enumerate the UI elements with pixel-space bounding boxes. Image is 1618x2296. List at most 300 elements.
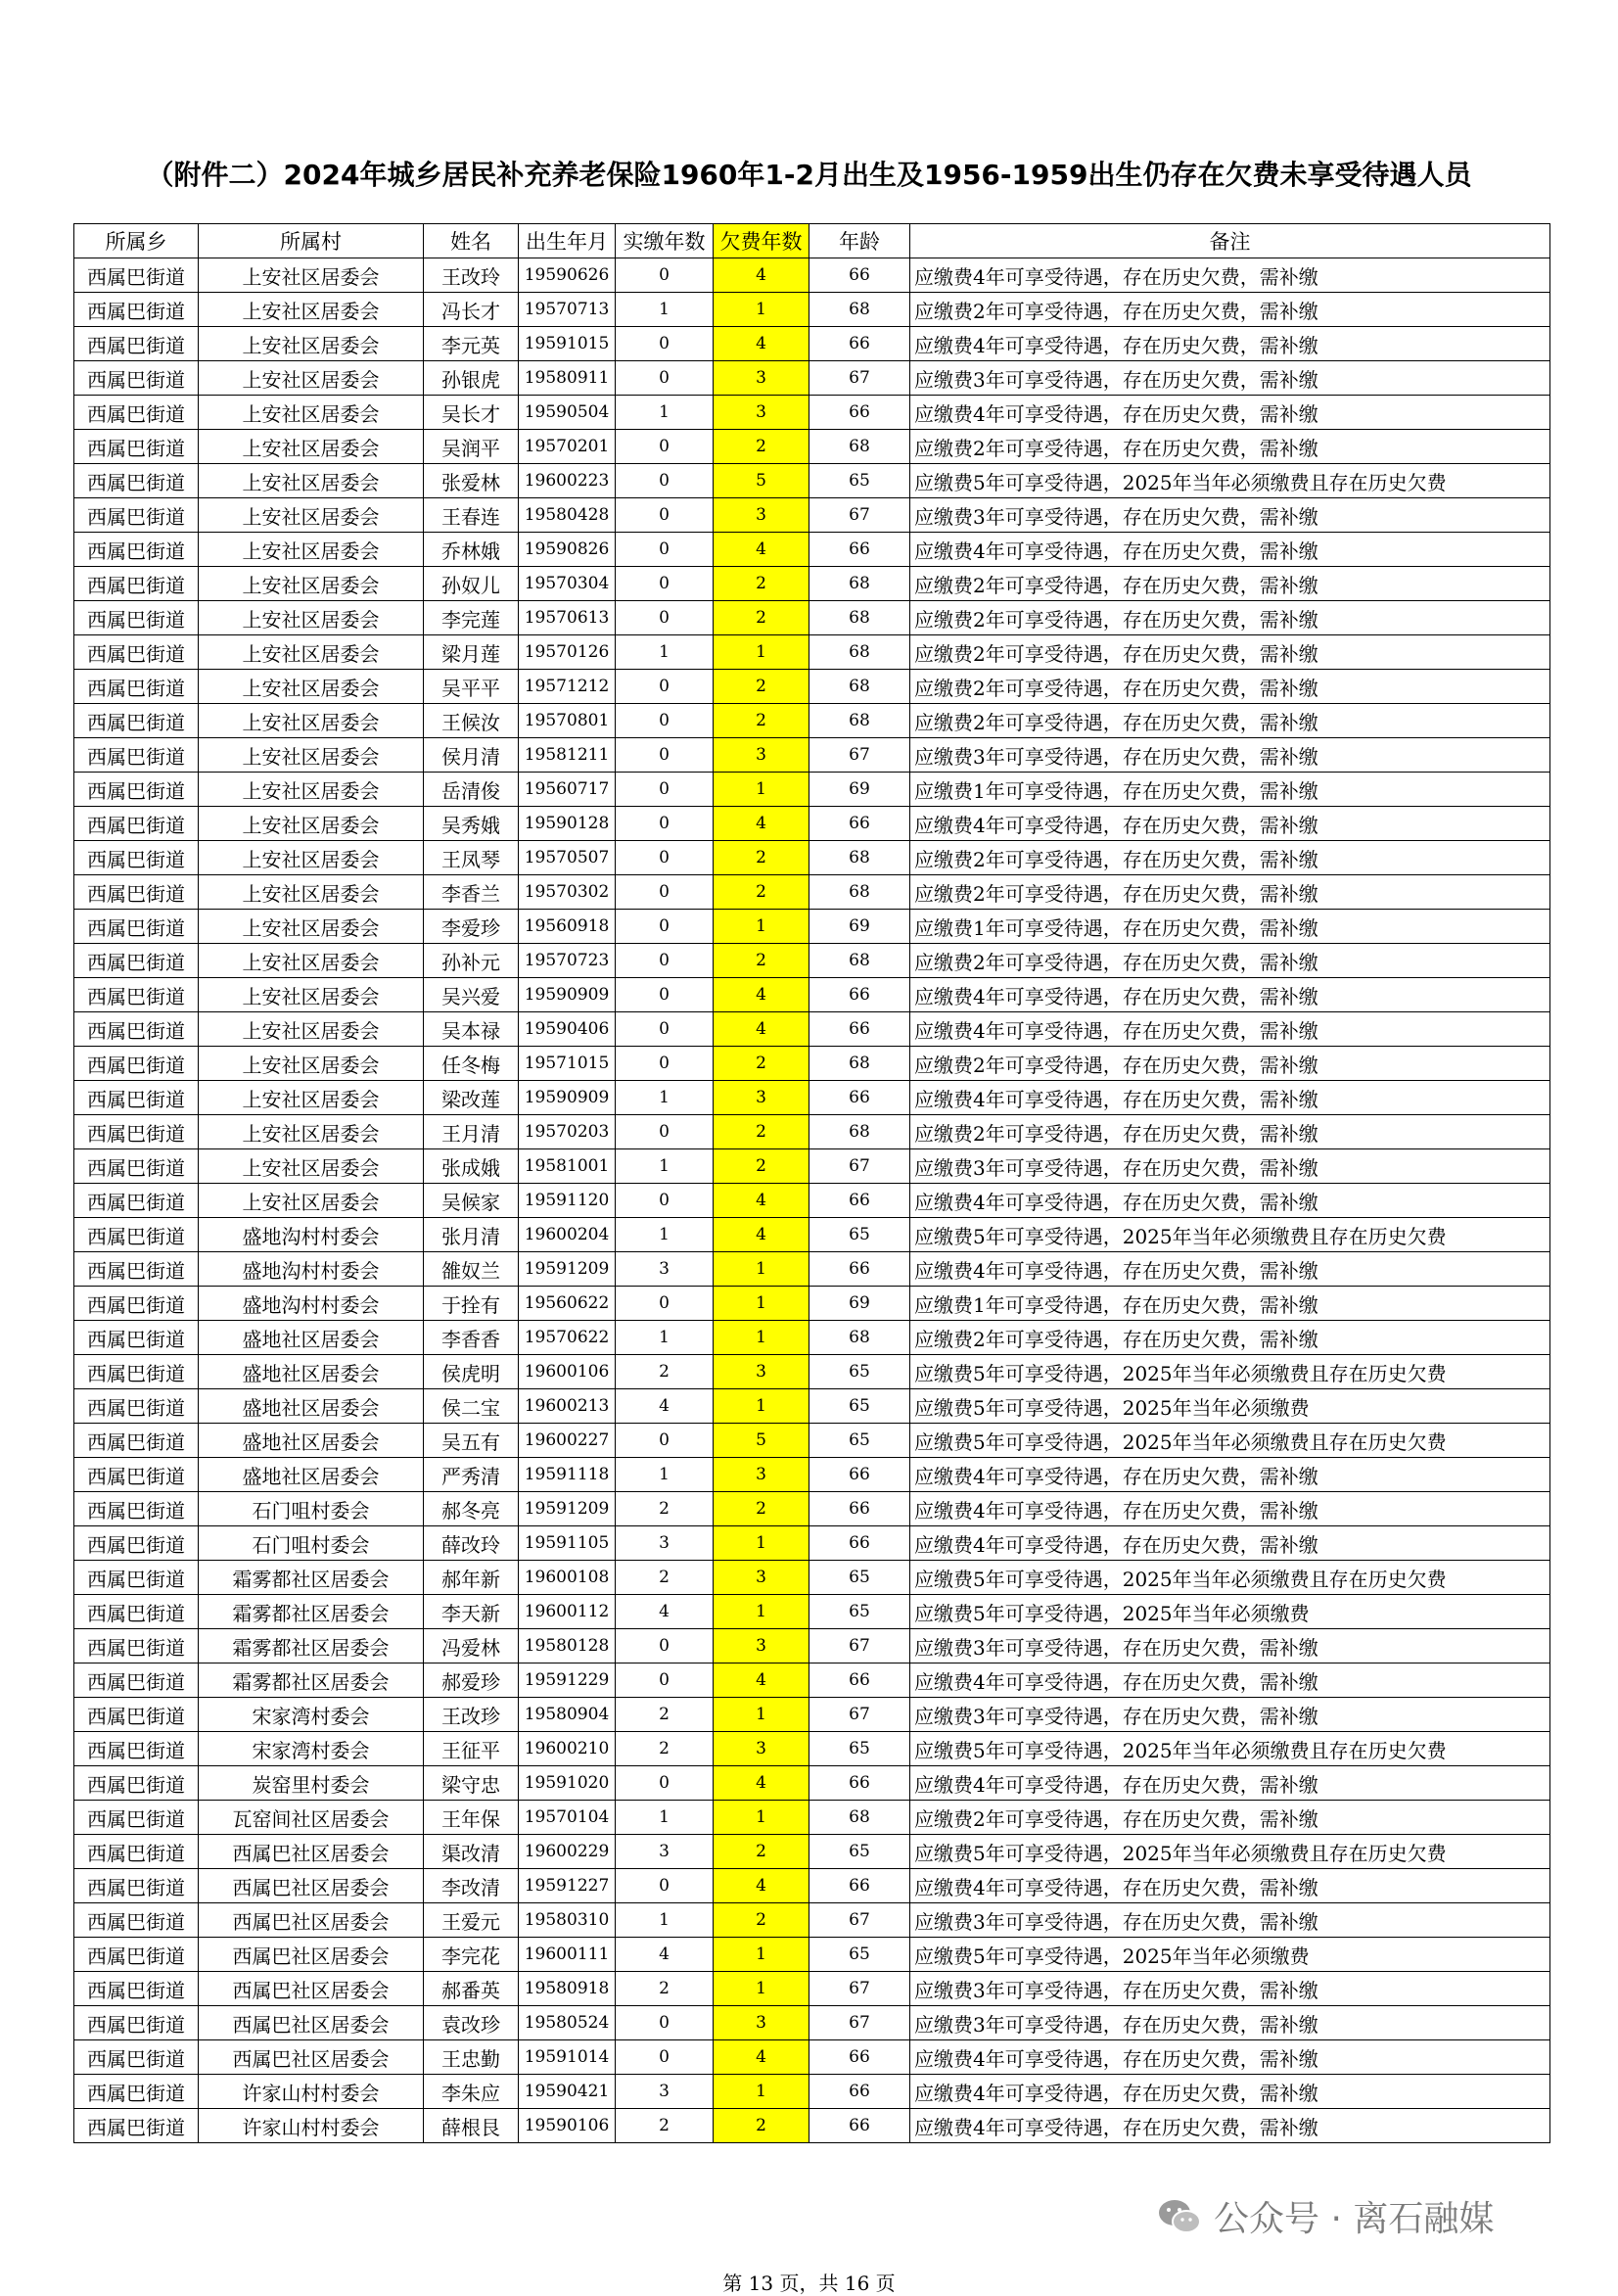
birth-date-cell: 19600112 [519,1595,616,1629]
table-row [74,361,1550,396]
age-cell: 68 [809,293,910,327]
village-cell: 上安社区居委会 [199,773,424,807]
birth-date-cell: 19600210 [519,1732,616,1766]
age-cell: 69 [809,1287,910,1321]
village-cell: 上安社区居委会 [199,430,424,464]
age-cell: 66 [809,1081,910,1115]
table-row [74,1184,1550,1218]
paid-years-cell: 1 [616,1801,714,1835]
name-cell: 袁改珍 [424,2006,519,2040]
village-cell: 盛地沟村村委会 [199,1252,424,1287]
remarks-cell: 应缴费2年可享受待遇，存在历史欠费，需补缴 [910,704,1550,738]
age-cell: 68 [809,1115,910,1149]
age-cell: 66 [809,396,910,430]
arrears-years-cell: 1 [714,1252,809,1287]
arrears-years-cell: 3 [714,1355,809,1389]
table-body [74,258,1550,2143]
township-cell: 西属巴街道 [74,738,199,773]
age-cell: 66 [809,2109,910,2143]
table-row [74,464,1550,498]
paid-years-cell: 2 [616,1698,714,1732]
paid-years-cell: 2 [616,1972,714,2006]
remarks-cell: 应缴费3年可享受待遇，存在历史欠费，需补缴 [910,361,1550,396]
remarks-cell: 应缴费2年可享受待遇，存在历史欠费，需补缴 [910,1321,1550,1355]
village-cell: 上安社区居委会 [199,875,424,910]
remarks-cell: 应缴费4年可享受待遇，存在历史欠费，需补缴 [910,1458,1550,1492]
township-cell: 西属巴街道 [74,1663,199,1698]
name-cell: 李完花 [424,1938,519,1972]
paid-years-cell: 2 [616,2109,714,2143]
table-row [74,875,1550,910]
age-cell: 65 [809,1835,910,1869]
birth-date-cell: 19591105 [519,1526,616,1561]
remarks-cell: 应缴费4年可享受待遇，存在历史欠费，需补缴 [910,1252,1550,1287]
name-cell: 乔林娥 [424,533,519,567]
age-cell: 66 [809,1492,910,1526]
name-cell: 李香兰 [424,875,519,910]
village-cell: 上安社区居委会 [199,327,424,361]
village-cell: 上安社区居委会 [199,293,424,327]
name-cell: 李天新 [424,1595,519,1629]
paid-years-cell: 0 [616,430,714,464]
arrears-years-cell: 4 [714,1184,809,1218]
age-cell: 69 [809,910,910,944]
arrears-years-cell: 2 [714,670,809,704]
village-cell: 宋家湾村委会 [199,1732,424,1766]
township-cell: 西属巴街道 [74,1115,199,1149]
table-row [74,1355,1550,1389]
table-row [74,1081,1550,1115]
table-row [74,533,1550,567]
col-header-name: 姓名 [424,224,519,258]
arrears-years-cell: 2 [714,1149,809,1184]
township-cell: 西属巴街道 [74,1526,199,1561]
age-cell: 66 [809,533,910,567]
arrears-years-cell: 2 [714,430,809,464]
page-footer: 第 13 页，共 16 页 [722,2272,896,2295]
paid-years-cell: 0 [616,1047,714,1081]
paid-years-cell: 0 [616,1424,714,1458]
village-cell: 盛地社区居委会 [199,1355,424,1389]
village-cell: 上安社区居委会 [199,738,424,773]
birth-date-cell: 19580428 [519,498,616,533]
paid-years-cell: 0 [616,601,714,635]
birth-date-cell: 19560622 [519,1287,616,1321]
birth-date-cell: 19581001 [519,1149,616,1184]
name-cell: 吴秀娥 [424,807,519,841]
name-cell: 渠改清 [424,1835,519,1869]
table-row [74,1835,1550,1869]
village-cell: 上安社区居委会 [199,1012,424,1047]
name-cell: 张月清 [424,1218,519,1252]
birth-date-cell: 19590106 [519,2109,616,2143]
birth-date-cell: 19570126 [519,635,616,670]
name-cell: 张成娥 [424,1149,519,1184]
township-cell: 西属巴街道 [74,670,199,704]
birth-date-cell: 19590909 [519,1081,616,1115]
township-cell: 西属巴街道 [74,704,199,738]
township-cell: 西属巴街道 [74,396,199,430]
remarks-cell: 应缴费4年可享受待遇，存在历史欠费，需补缴 [910,1081,1550,1115]
remarks-cell: 应缴费2年可享受待遇，存在历史欠费，需补缴 [910,293,1550,327]
age-cell: 66 [809,978,910,1012]
birth-date-cell: 19600223 [519,464,616,498]
table-row [74,1561,1550,1595]
name-cell: 李完莲 [424,601,519,635]
document-title: （附件二）2024年城乡居民补充养老保险1960年1-2月出生及1956-1959出生仍存在欠费未享受待遇人员 [146,159,1472,191]
name-cell: 王征平 [424,1732,519,1766]
name-cell: 王凤琴 [424,841,519,875]
township-cell: 西属巴街道 [74,361,199,396]
age-cell: 68 [809,841,910,875]
birth-date-cell: 19590421 [519,2075,616,2109]
arrears-years-cell: 4 [714,258,809,293]
arrears-years-cell: 4 [714,327,809,361]
paid-years-cell: 4 [616,1595,714,1629]
table-row [74,1218,1550,1252]
village-cell: 许家山村村委会 [199,2109,424,2143]
table-row [74,1252,1550,1287]
paid-years-cell: 1 [616,396,714,430]
age-cell: 68 [809,704,910,738]
birth-date-cell: 19580918 [519,1972,616,2006]
remarks-cell: 应缴费3年可享受待遇，存在历史欠费，需补缴 [910,498,1550,533]
village-cell: 上安社区居委会 [199,807,424,841]
birth-date-cell: 19591229 [519,1663,616,1698]
paid-years-cell: 0 [616,258,714,293]
table-row [74,1972,1550,2006]
village-cell: 炭窑里村委会 [199,1766,424,1801]
table-row [74,1458,1550,1492]
arrears-years-cell: 1 [714,1801,809,1835]
remarks-cell: 应缴费5年可享受待遇，2025年当年必须缴费且存在历史欠费 [910,464,1550,498]
birth-date-cell: 19591227 [519,1869,616,1903]
table-row [74,1047,1550,1081]
age-cell: 66 [809,1869,910,1903]
remarks-cell: 应缴费4年可享受待遇，存在历史欠费，需补缴 [910,533,1550,567]
paid-years-cell: 1 [616,1149,714,1184]
village-cell: 西属巴社区居委会 [199,2006,424,2040]
remarks-cell: 应缴费5年可享受待遇，2025年当年必须缴费且存在历史欠费 [910,1561,1550,1595]
arrears-years-cell: 1 [714,293,809,327]
township-cell: 西属巴街道 [74,601,199,635]
arrears-years-cell: 1 [714,1526,809,1561]
birth-date-cell: 19570304 [519,567,616,601]
village-cell: 西属巴社区居委会 [199,1972,424,2006]
table-row [74,293,1550,327]
township-cell: 西属巴街道 [74,875,199,910]
remarks-cell: 应缴费4年可享受待遇，存在历史欠费，需补缴 [910,1526,1550,1561]
age-cell: 68 [809,601,910,635]
township-cell: 西属巴街道 [74,1561,199,1595]
table-row [74,1595,1550,1629]
table-header-row [74,224,1550,258]
remarks-cell: 应缴费4年可享受待遇，存在历史欠费，需补缴 [910,1492,1550,1526]
remarks-cell: 应缴费5年可享受待遇，2025年当年必须缴费 [910,1938,1550,1972]
township-cell: 西属巴街道 [74,293,199,327]
village-cell: 盛地社区居委会 [199,1458,424,1492]
name-cell: 王候汝 [424,704,519,738]
village-cell: 上安社区居委会 [199,533,424,567]
remarks-cell: 应缴费5年可享受待遇，2025年当年必须缴费且存在历史欠费 [910,1424,1550,1458]
name-cell: 王月清 [424,1115,519,1149]
table-row [74,704,1550,738]
birth-date-cell: 19570201 [519,430,616,464]
village-cell: 瓦窑间社区居委会 [199,1801,424,1835]
birth-date-cell: 19590128 [519,807,616,841]
arrears-years-cell: 4 [714,533,809,567]
table-row [74,635,1550,670]
table-row [74,601,1550,635]
table-row [74,430,1550,464]
age-cell: 68 [809,670,910,704]
col-header-birth-date: 出生年月 [519,224,616,258]
name-cell: 李改清 [424,1869,519,1903]
birth-date-cell: 19591120 [519,1184,616,1218]
age-cell: 65 [809,1938,910,1972]
watermark-text: 公众号 · 离石融媒 [1214,2199,1495,2239]
paid-years-cell: 0 [616,1012,714,1047]
township-cell: 西属巴街道 [74,1355,199,1389]
name-cell: 郝冬亮 [424,1492,519,1526]
name-cell: 李爱珍 [424,910,519,944]
township-cell: 西属巴街道 [74,1252,199,1287]
paid-years-cell: 1 [616,1903,714,1938]
table-row [74,1869,1550,1903]
name-cell: 王春连 [424,498,519,533]
arrears-years-cell: 4 [714,2040,809,2075]
age-cell: 65 [809,1218,910,1252]
remarks-cell: 应缴费2年可享受待遇，存在历史欠费，需补缴 [910,875,1550,910]
paid-years-cell: 0 [616,875,714,910]
village-cell: 盛地沟村村委会 [199,1287,424,1321]
village-cell: 上安社区居委会 [199,1081,424,1115]
birth-date-cell: 19591209 [519,1492,616,1526]
village-cell: 西属巴社区居委会 [199,1869,424,1903]
birth-date-cell: 19571015 [519,1047,616,1081]
birth-date-cell: 19570622 [519,1321,616,1355]
arrears-years-cell: 2 [714,1835,809,1869]
remarks-cell: 应缴费4年可享受待遇，存在历史欠费，需补缴 [910,1663,1550,1698]
name-cell: 郝年新 [424,1561,519,1595]
village-cell: 上安社区居委会 [199,1047,424,1081]
township-cell: 西属巴街道 [74,910,199,944]
age-cell: 66 [809,1766,910,1801]
name-cell: 王改珍 [424,1698,519,1732]
paid-years-cell: 0 [616,1287,714,1321]
paid-years-cell: 0 [616,1869,714,1903]
table-row [74,978,1550,1012]
name-cell: 吴长才 [424,396,519,430]
arrears-years-cell: 2 [714,601,809,635]
age-cell: 68 [809,944,910,978]
name-cell: 冯长才 [424,293,519,327]
birth-date-cell: 19560918 [519,910,616,944]
table-row [74,258,1550,293]
name-cell: 吴本禄 [424,1012,519,1047]
paid-years-cell: 2 [616,1561,714,1595]
arrears-years-cell: 4 [714,1766,809,1801]
township-cell: 西属巴街道 [74,1595,199,1629]
age-cell: 67 [809,1149,910,1184]
name-cell: 吴候家 [424,1184,519,1218]
township-cell: 西属巴街道 [74,567,199,601]
age-cell: 65 [809,1424,910,1458]
remarks-cell: 应缴费2年可享受待遇，存在历史欠费，需补缴 [910,670,1550,704]
township-cell: 西属巴街道 [74,1629,199,1663]
age-cell: 66 [809,1184,910,1218]
arrears-years-cell: 3 [714,1629,809,1663]
age-cell: 67 [809,1698,910,1732]
remarks-cell: 应缴费2年可享受待遇，存在历史欠费，需补缴 [910,601,1550,635]
remarks-cell: 应缴费2年可享受待遇，存在历史欠费，需补缴 [910,430,1550,464]
township-cell: 西属巴街道 [74,430,199,464]
age-cell: 67 [809,1972,910,2006]
birth-date-cell: 19590909 [519,978,616,1012]
village-cell: 上安社区居委会 [199,361,424,396]
table-row [74,1938,1550,1972]
arrears-years-cell: 2 [714,1115,809,1149]
remarks-cell: 应缴费1年可享受待遇，存在历史欠费，需补缴 [910,1287,1550,1321]
arrears-years-cell: 3 [714,738,809,773]
birth-date-cell: 19600204 [519,1218,616,1252]
birth-date-cell: 19600106 [519,1355,616,1389]
birth-date-cell: 19570203 [519,1115,616,1149]
age-cell: 69 [809,773,910,807]
table-row [74,1287,1550,1321]
age-cell: 66 [809,327,910,361]
table-row [74,2006,1550,2040]
birth-date-cell: 19600111 [519,1938,616,1972]
arrears-years-cell: 1 [714,910,809,944]
name-cell: 梁守忠 [424,1766,519,1801]
paid-years-cell: 0 [616,944,714,978]
name-cell: 吴润平 [424,430,519,464]
arrears-years-cell: 1 [714,1698,809,1732]
age-cell: 67 [809,738,910,773]
remarks-cell: 应缴费4年可享受待遇，存在历史欠费，需补缴 [910,2109,1550,2143]
township-cell: 西属巴街道 [74,635,199,670]
birth-date-cell: 19591209 [519,1252,616,1287]
township-cell: 西属巴街道 [74,1389,199,1424]
township-cell: 西属巴街道 [74,1424,199,1458]
village-cell: 石门咀村委会 [199,1526,424,1561]
village-cell: 上安社区居委会 [199,704,424,738]
age-cell: 66 [809,2075,910,2109]
paid-years-cell: 2 [616,1492,714,1526]
village-cell: 西属巴社区居委会 [199,1938,424,1972]
township-cell: 西属巴街道 [74,773,199,807]
name-cell: 严秀清 [424,1458,519,1492]
township-cell: 西属巴街道 [74,1149,199,1184]
birth-date-cell: 19591015 [519,327,616,361]
age-cell: 68 [809,635,910,670]
col-header-township: 所属乡 [74,224,199,258]
township-cell: 西属巴街道 [74,1218,199,1252]
village-cell: 上安社区居委会 [199,978,424,1012]
remarks-cell: 应缴费4年可享受待遇，存在历史欠费，需补缴 [910,396,1550,430]
age-cell: 66 [809,1252,910,1287]
age-cell: 68 [809,1801,910,1835]
birth-date-cell: 19580128 [519,1629,616,1663]
remarks-cell: 应缴费2年可享受待遇，存在历史欠费，需补缴 [910,1047,1550,1081]
table-row [74,1903,1550,1938]
village-cell: 上安社区居委会 [199,567,424,601]
remarks-cell: 应缴费4年可享受待遇，存在历史欠费，需补缴 [910,2040,1550,2075]
paid-years-cell: 0 [616,738,714,773]
arrears-years-cell: 1 [714,1389,809,1424]
name-cell: 孙奴儿 [424,567,519,601]
age-cell: 68 [809,567,910,601]
name-cell: 孙补元 [424,944,519,978]
paid-years-cell: 0 [616,1115,714,1149]
remarks-cell: 应缴费4年可享受待遇，存在历史欠费，需补缴 [910,1184,1550,1218]
village-cell: 霜雾都社区居委会 [199,1595,424,1629]
remarks-cell: 应缴费4年可享受待遇，存在历史欠费，需补缴 [910,978,1550,1012]
birth-date-cell: 19570713 [519,293,616,327]
table-row [74,1012,1550,1047]
remarks-cell: 应缴费2年可享受待遇，存在历史欠费，需补缴 [910,1801,1550,1835]
village-cell: 霜雾都社区居委会 [199,1629,424,1663]
table-row [74,1492,1550,1526]
remarks-cell: 应缴费5年可享受待遇，2025年当年必须缴费且存在历史欠费 [910,1355,1550,1389]
township-cell: 西属巴街道 [74,1698,199,1732]
name-cell: 岳清俊 [424,773,519,807]
remarks-cell: 应缴费5年可享受待遇，2025年当年必须缴费 [910,1389,1550,1424]
name-cell: 李朱应 [424,2075,519,2109]
birth-date-cell: 19580310 [519,1903,616,1938]
birth-date-cell: 19600229 [519,1835,616,1869]
township-cell: 西属巴街道 [74,533,199,567]
arrears-years-cell: 4 [714,978,809,1012]
remarks-cell: 应缴费2年可享受待遇，存在历史欠费，需补缴 [910,635,1550,670]
remarks-cell: 应缴费1年可享受待遇，存在历史欠费，需补缴 [910,910,1550,944]
village-cell: 西属巴社区居委会 [199,1903,424,1938]
township-cell: 西属巴街道 [74,1047,199,1081]
age-cell: 66 [809,1663,910,1698]
paid-years-cell: 0 [616,2040,714,2075]
arrears-years-cell: 2 [714,567,809,601]
village-cell: 上安社区居委会 [199,841,424,875]
birth-date-cell: 19580904 [519,1698,616,1732]
arrears-years-cell: 1 [714,773,809,807]
village-cell: 上安社区居委会 [199,1115,424,1149]
arrears-years-cell: 2 [714,875,809,910]
township-cell: 西属巴街道 [74,2006,199,2040]
township-cell: 西属巴街道 [74,1903,199,1938]
township-cell: 西属巴街道 [74,1287,199,1321]
paid-years-cell: 3 [616,1835,714,1869]
village-cell: 上安社区居委会 [199,1149,424,1184]
age-cell: 65 [809,1355,910,1389]
name-cell: 郝番英 [424,1972,519,2006]
paid-years-cell: 1 [616,1081,714,1115]
table-row [74,1526,1550,1561]
table-row [74,1389,1550,1424]
birth-date-cell: 19570723 [519,944,616,978]
birth-date-cell: 19560717 [519,773,616,807]
age-cell: 65 [809,1561,910,1595]
age-cell: 66 [809,807,910,841]
village-cell: 盛地社区居委会 [199,1389,424,1424]
birth-date-cell: 19600227 [519,1424,616,1458]
township-cell: 西属巴街道 [74,1184,199,1218]
paid-years-cell: 0 [616,361,714,396]
paid-years-cell: 1 [616,635,714,670]
col-header-paid-years: 实缴年数 [616,224,714,258]
remarks-cell: 应缴费3年可享受待遇，存在历史欠费，需补缴 [910,2006,1550,2040]
name-cell: 吴五有 [424,1424,519,1458]
